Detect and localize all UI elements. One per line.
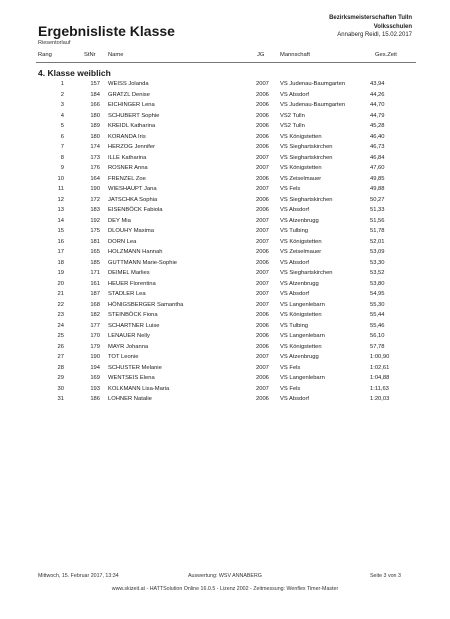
table-row [0,121,450,132]
rank-cell: 13 [57,207,64,213]
last-name: MAYR [108,343,125,350]
last-name: DLOUHY [108,228,133,234]
athlete-name-cell [108,132,146,143]
start-number-cell: 166 [90,102,100,108]
total-time-cell: 1:20,03 [370,396,390,402]
athlete-name-cell [108,205,162,216]
footer-datetime: Mittwoch, 15. Februar 2017, 13:34 [38,573,119,579]
start-number-cell: 179 [90,343,100,350]
last-name: WIESHAUPT [108,186,143,192]
athlete-name-cell [108,289,146,300]
rank-cell: 25 [57,333,64,339]
team-cell: VS2 Tulln [280,123,305,129]
start-number-cell: 192 [90,217,100,224]
birth-year-cell: 2006 [256,343,269,350]
team-cell: VS Fels [280,186,301,192]
start-number-cell: 173 [90,154,100,161]
last-name: EICHINGER [108,102,141,108]
team-cell: VS Sieghartskirchen [280,154,333,161]
rank-cell: 22 [57,301,64,308]
athlete-name-cell [108,279,156,290]
birth-year-cell: 2007 [256,354,269,360]
first-name: Iris [137,133,146,140]
table-row [0,300,450,311]
total-time-cell: 43,94 [370,81,385,87]
column-header-rank: Rang [38,52,52,58]
birth-year-cell: 2006 [256,312,269,318]
first-name: Florentina [129,280,156,287]
total-time-cell: 57,78 [370,343,385,350]
athlete-name-cell [108,300,183,311]
event-info [329,14,412,40]
birth-year-cell: 2006 [256,91,269,98]
start-number-cell: 174 [90,144,100,150]
table-row [0,279,450,290]
total-time-cell: 47,60 [370,165,385,171]
birth-year-cell: 2007 [256,165,269,171]
athlete-name-cell [108,195,157,206]
athlete-name-cell [108,321,159,332]
birth-year-cell: 2007 [256,364,269,371]
team-cell: VS Absdorf [280,396,310,402]
birth-year-cell: 2006 [256,123,269,129]
rank-cell: 9 [60,165,64,171]
table-row [0,352,450,363]
birth-year-cell: 2007 [256,301,269,308]
first-name: Katharina [121,154,147,161]
last-name: KOLKMANN [108,385,141,392]
total-time-cell: 46,40 [370,133,385,140]
table-row [0,310,450,321]
team-cell: VS Atzenbrugg [280,280,319,287]
team-cell: VS Sieghartskirchen [280,270,333,276]
footer-page-number: Seite 3 von 3 [370,573,401,579]
first-name: Mia [121,217,131,224]
last-name: JATSCHKA [108,196,138,203]
rank-cell: 19 [57,270,64,276]
table-row [0,258,450,269]
table-row [0,384,450,395]
first-name: Melanie [141,364,162,371]
first-name: Katharina [130,123,156,129]
birth-year-cell: 2007 [256,270,269,276]
rank-cell: 27 [57,354,64,360]
start-number-cell: 157 [90,81,100,87]
table-row [0,153,450,164]
team-cell: VS Tulbing [280,228,309,234]
total-time-cell: 56,10 [370,333,385,339]
birth-year-cell: 2007 [256,385,269,392]
last-name: WENTSEIS [108,375,139,381]
birth-year-cell: 2006 [256,396,269,402]
table-row [0,331,450,342]
start-number-cell: 180 [90,112,100,119]
total-time-cell: 1:04,88 [370,375,390,381]
athlete-name-cell [108,216,131,227]
first-name: Hannah [142,249,163,255]
first-name: Jana [143,186,157,192]
athlete-name-cell [108,268,150,279]
table-row [0,342,450,353]
rank-cell: 15 [57,228,64,234]
last-name: KORANDA [108,133,137,140]
athlete-name-cell [108,331,150,342]
last-name: FRENZEL [108,175,135,182]
team-cell: VS Sieghartskirchen [280,144,333,150]
athlete-name-cell [108,258,177,269]
rank-cell: 7 [60,144,64,150]
page-title: Ergebnisliste Klasse [38,23,175,39]
rank-cell: 11 [57,186,64,192]
total-time-cell: 53,09 [370,249,385,255]
first-name: Marie-Sophie [142,259,177,266]
first-name: Sophia [139,196,158,203]
section-title: 4. Klasse weiblich [38,68,111,78]
table-row [0,132,450,143]
last-name: HERZOG [108,144,133,150]
discipline-label: Riesentorlauf [38,40,71,46]
first-name: Anna [134,165,148,171]
start-number-cell: 187 [90,291,100,297]
rank-cell: 23 [57,312,64,318]
start-number-cell: 185 [90,259,100,266]
rank-cell: 3 [60,102,64,108]
start-number-cell: 172 [90,196,100,203]
rank-cell: 31 [57,396,64,402]
team-cell: VS Absdorf [280,91,310,98]
birth-year-cell: 2006 [256,207,269,213]
total-time-cell: 55,30 [370,301,385,308]
last-name: HOLZMANN [108,249,141,255]
first-name: Luise [145,322,160,329]
table-row [0,163,450,174]
first-name: Denise [131,91,150,98]
column-header-row [0,52,450,61]
table-row [0,363,450,374]
first-name: Marlies [131,270,150,276]
last-name: SCHUSTER [108,364,140,371]
last-name: SCHARTNER [108,322,144,329]
first-name: Leonie [121,354,139,360]
rank-cell: 21 [57,291,64,297]
rank-cell: 29 [57,375,64,381]
first-name: Johanna [125,343,149,350]
total-time-cell: 54,95 [370,291,385,297]
start-number-cell: 190 [90,186,100,192]
table-row [0,79,450,90]
column-header-stnr: StNr [84,52,96,58]
total-time-cell: 45,28 [370,123,385,129]
team-cell: VS Fels [280,385,301,392]
last-name: KREIDL [108,123,129,129]
total-time-cell: 46,73 [370,144,385,150]
team-cell: VS Sieghartskirchen [280,196,333,203]
athlete-name-cell [108,142,155,153]
birth-year-cell: 2006 [256,322,269,329]
start-number-cell: 183 [90,207,100,213]
first-name: Nelly [137,333,150,339]
birth-year-cell: 2006 [256,196,269,203]
team-cell: VS Zeiselmauer [280,175,322,182]
total-time-cell: 55,44 [370,312,385,318]
team-cell: VS Judenau-Baumgarten [280,81,346,87]
start-number-cell: 171 [90,270,100,276]
athlete-name-cell [108,373,155,384]
total-time-cell: 46,84 [370,154,385,161]
first-name: Lena [141,102,155,108]
last-name: TOT [108,354,120,360]
birth-year-cell: 2006 [256,112,269,119]
total-time-cell: 51,56 [370,217,385,224]
table-row [0,174,450,185]
birth-year-cell: 2006 [256,259,269,266]
table-row [0,205,450,216]
total-time-cell: 53,52 [370,270,385,276]
rank-cell: 6 [60,133,64,140]
birth-year-cell: 2006 [256,175,269,182]
total-time-cell: 50,27 [370,196,385,203]
last-name: LENAUER [108,333,136,339]
rank-cell: 5 [60,123,64,129]
birth-year-cell: 2007 [256,280,269,287]
team-cell: VS Absdorf [280,259,310,266]
birth-year-cell: 2006 [256,144,269,150]
table-row [0,184,450,195]
birth-year-cell: 2007 [256,217,269,224]
table-row [0,373,450,384]
start-number-cell: 175 [90,228,100,234]
total-time-cell: 51,33 [370,207,385,213]
team-cell: VS Absdorf [280,291,310,297]
last-name: EISENBÖCK [108,207,142,213]
start-number-cell: 168 [90,301,100,308]
athlete-name-cell [108,163,148,174]
total-time-cell: 55,46 [370,322,385,329]
first-name: Lea [126,238,137,245]
column-header-name: Name [108,52,124,58]
team-cell: VS Absdorf [280,207,310,213]
first-name: Jolanda [128,81,149,87]
rank-cell: 2 [60,91,64,98]
team-cell: VS Fels [280,364,301,371]
last-name: ILLE [108,154,120,161]
table-row [0,111,450,122]
athlete-name-cell [108,111,159,122]
athlete-name-cell [108,79,149,90]
first-name: Samantha [156,301,184,308]
athlete-name-cell [108,184,157,195]
table-row [0,321,450,332]
total-time-cell: 1:02,61 [370,364,390,371]
total-time-cell: 44,79 [370,112,385,119]
last-name: GUTTMANN [108,259,141,266]
birth-year-cell: 2006 [256,249,269,255]
team-cell: VS Judenau-Baumgarten [280,102,346,108]
team-cell: VS Königstetten [280,165,322,171]
start-number-cell: 181 [90,238,100,245]
total-time-cell: 52,01 [370,238,385,245]
total-time-cell: 44,70 [370,102,385,108]
start-number-cell: 165 [90,249,100,255]
athlete-name-cell [108,384,169,395]
rank-cell: 26 [57,343,64,350]
table-row [0,195,450,206]
start-number-cell: 190 [90,354,100,360]
total-time-cell: 49,85 [370,175,385,182]
last-name: STEINBÖCK [108,312,142,318]
last-name: DEIMEL [108,270,130,276]
first-name: Natalie [133,396,152,402]
rank-cell: 30 [57,385,64,392]
rank-cell: 1 [60,81,64,87]
table-row [0,90,450,101]
start-number-cell: 177 [90,322,100,329]
birth-year-cell: 2006 [256,133,269,140]
start-number-cell: 164 [90,175,100,182]
team-cell: VS Langenlebarn [280,301,325,308]
table-row [0,226,450,237]
start-number-cell: 176 [90,165,100,171]
rank-cell: 18 [57,259,64,266]
birth-year-cell: 2007 [256,81,269,87]
team-cell: VS Langenlebarn [280,333,325,339]
last-name: LOHNER [108,396,133,402]
start-number-cell: 186 [90,396,100,402]
rank-cell: 28 [57,364,64,371]
athlete-name-cell [108,153,146,164]
team-cell: VS Atzenbrugg [280,217,319,224]
header-divider [36,62,416,63]
athlete-name-cell [108,394,152,405]
last-name: DEY [108,217,120,224]
table-row [0,394,450,405]
team-cell: VS Königstetten [280,238,322,245]
table-row [0,100,450,111]
start-number-cell: 170 [90,333,100,339]
start-number-cell: 169 [90,375,100,381]
rank-cell: 20 [57,280,64,287]
start-number-cell: 161 [90,280,100,287]
table-row [0,142,450,153]
total-time-cell: 1:11,63 [370,385,389,392]
start-number-cell: 182 [90,312,100,318]
first-name: Sophie [141,112,160,119]
results-table [0,79,450,405]
birth-year-cell: 2006 [256,375,269,381]
last-name: GRATZL [108,91,131,98]
table-row [0,268,450,279]
team-cell: VS Königstetten [280,312,322,318]
team-cell: VS Langenlebarn [280,375,325,381]
table-row [0,289,450,300]
total-time-cell: 44,26 [370,91,385,98]
athlete-name-cell [108,237,136,248]
birth-year-cell: 2007 [256,186,269,192]
start-number-cell: 194 [90,364,100,371]
athlete-name-cell [108,174,146,185]
table-row [0,247,450,258]
team-cell: VS Tulbing [280,322,309,329]
rank-cell: 24 [57,322,64,329]
athlete-name-cell [108,121,155,132]
rank-cell: 12 [57,196,64,203]
birth-year-cell: 2007 [256,154,269,161]
rank-cell: 16 [57,238,64,245]
birth-year-cell: 2006 [256,102,269,108]
rank-cell: 8 [60,154,64,161]
total-time-cell: 49,88 [370,186,385,192]
total-time-cell: 53,80 [370,280,385,287]
first-name: Fabiola [143,207,163,213]
birth-year-cell: 2006 [256,333,269,339]
rank-cell: 17 [57,249,64,255]
event-category: Volksschulen [373,23,412,30]
first-name: Elena [139,375,155,381]
last-name: WEISS [108,81,127,87]
last-name: HEUER [108,280,129,287]
birth-year-cell: 2007 [256,228,269,234]
last-name: DORN [108,238,126,245]
athlete-name-cell [108,100,155,111]
column-header-team: Mannschaft [280,52,310,58]
total-time-cell: 51,78 [370,228,385,234]
rank-cell: 14 [57,217,64,224]
athlete-name-cell [108,352,138,363]
column-header-jg: JG [257,52,265,58]
rank-cell: 4 [60,112,64,119]
first-name: Lea [135,291,146,297]
birth-year-cell: 2007 [256,238,269,245]
total-time-cell: 1:00,90 [370,354,390,360]
table-row [0,237,450,248]
team-cell: VS Königstetten [280,343,322,350]
table-row [0,216,450,227]
team-cell: VS Zeiselmauer [280,249,322,255]
first-name: Fiona [143,312,158,318]
rank-cell: 10 [57,175,64,182]
event-name: Bezirksmeisterschaften Tulln [329,15,412,21]
first-name: Jennifer [134,144,156,150]
last-name: HÖNIGSBERGER [108,301,156,308]
start-number-cell: 193 [90,385,100,392]
athlete-name-cell [108,247,162,258]
event-location-date: Annaberg Reidl, 15.02.2017 [337,32,412,38]
athlete-name-cell [108,226,154,237]
athlete-name-cell [108,310,158,321]
start-number-cell: 180 [90,133,100,140]
birth-year-cell: 2007 [256,291,269,297]
footer-software: www.skizeit.at - HATTSolution Online 16.0.5 - Lizenz 2002 - Zeitmessung: Wenflex Timer-Master [111,586,339,592]
athlete-name-cell [108,342,148,353]
team-cell: VS Atzenbrugg [280,354,319,360]
first-name: Lisa-Maria [142,385,170,392]
total-time-cell: 53,30 [370,259,385,266]
footer-evaluation: Auswertung: WSV ANNABERG [188,573,262,579]
start-number-cell: 189 [90,123,100,129]
last-name: STADLER [108,291,135,297]
team-cell: VS2 Tulln [280,112,305,119]
start-number-cell: 184 [90,91,100,98]
column-header-time: Ges.Zeit [375,52,397,58]
athlete-name-cell [108,90,150,101]
team-cell: VS Königstetten [280,133,322,140]
athlete-name-cell [108,363,162,374]
first-name: Maxima [133,228,154,234]
last-name: SCHUBERT [108,112,140,119]
first-name: Zoe [135,175,146,182]
last-name: ROSNER [108,165,133,171]
